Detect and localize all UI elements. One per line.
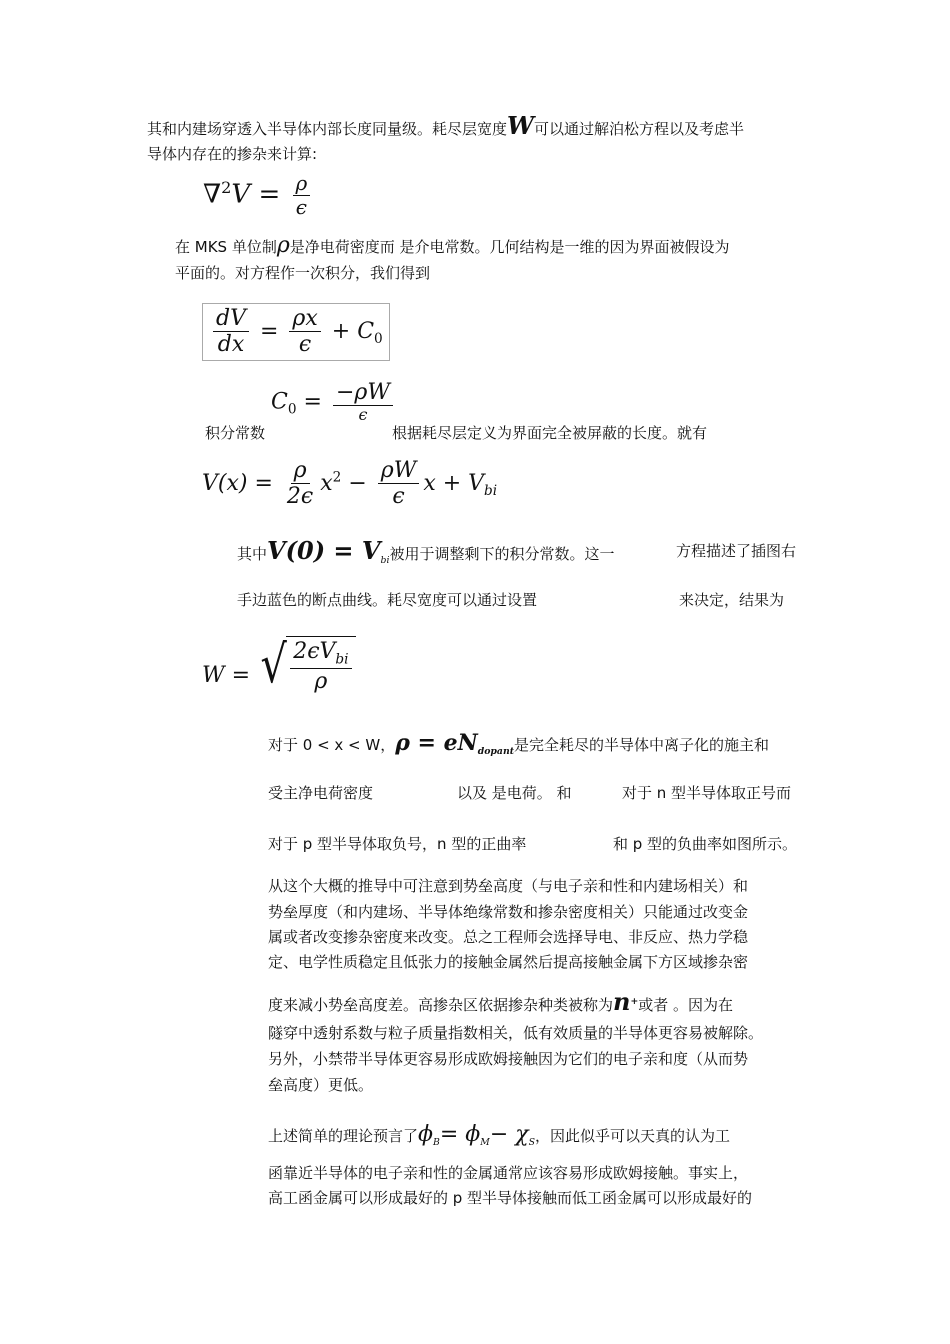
math-symbol: x — [320, 470, 333, 496]
text-line: 受主净电荷密度 — [268, 784, 374, 802]
math-symbol: bi — [484, 483, 498, 500]
text-line: 从这个大概的推导中可注意到势垒高度（与电子亲和性和内建场相关）和 — [268, 877, 749, 895]
denominator: ϵ — [298, 332, 312, 358]
text-line: 平面的。对方程作一次积分，我们得到 — [175, 264, 431, 282]
text-span: 其和内建场穿透入半导体内部长度同量级。耗尽层宽度 — [147, 120, 508, 138]
text-line: 隧穿中透射系数与粒子质量指数相关，低有效质量的半导体更容易被解除。 — [268, 1024, 764, 1042]
math-symbol: ∇ — [203, 179, 222, 210]
text-line: 对于 p 型半导体取负号，n 型的正曲率 — [268, 835, 527, 853]
numerator: −ρW — [333, 380, 393, 406]
text-span: 对于 0 < x < W， — [268, 736, 396, 754]
text-line: 高工函金属可以形成最好的 p 型半导体接触而低工函金属可以形成最好的 — [268, 1189, 753, 1207]
denominator: 2ϵ — [286, 484, 314, 510]
text-span: ，因此似乎可以天真的认为工 — [534, 1127, 730, 1145]
fraction — [284, 458, 316, 510]
text-line — [147, 111, 744, 140]
math-symbol: = ϕ — [439, 1122, 481, 1147]
text-line: 积分常数 — [205, 424, 266, 442]
denominator: ϵ — [358, 405, 368, 425]
math-symbol: = — [231, 663, 251, 689]
math-symbol: + — [630, 996, 639, 1007]
math-symbol: ρ = eN — [395, 730, 478, 756]
denominator: ϵ — [392, 484, 405, 510]
text-line: 对于 n 型半导体取正号而 — [622, 784, 792, 802]
text-line: 根据耗尽层定义为界面完全被屏蔽的长度。就有 — [392, 424, 708, 442]
text-span: 被用于调整剩下的积分常数。这一 — [389, 545, 615, 563]
numerator: ρW — [378, 458, 420, 484]
text-span: 或者 。因为在 — [638, 996, 734, 1014]
text-span: 其中 — [237, 545, 268, 563]
math-symbol: 2ϵV — [293, 639, 336, 664]
math-symbol: V — [231, 179, 251, 210]
text-line: 属或者改变掺杂密度来改变。总之工程师会选择导电、非反应、热力学稳 — [268, 928, 749, 946]
text-span: 是完全耗尽的半导体中离子化的施主和 — [514, 736, 770, 754]
text-line: 定、电学性质稳定且低张力的接触金属然后提高接触金属下方区域掺杂密 — [268, 953, 749, 971]
math-symbol: 2 — [332, 469, 342, 486]
text-line — [268, 730, 770, 762]
text-line: 方程描述了插图右 — [676, 542, 797, 560]
numerator: ρx — [289, 306, 320, 332]
text-line: 导体内存在的掺杂来计算: — [147, 145, 318, 163]
text-span: 度来减小势垒高度差。高掺杂区依据掺杂种类被称为 — [268, 996, 614, 1014]
integral-equation — [202, 303, 390, 361]
math-symbol: 0 — [374, 331, 383, 348]
math-symbol: bi — [380, 555, 390, 566]
math-symbol: − — [348, 470, 367, 496]
square-root — [257, 636, 355, 694]
math-symbol: x + V — [423, 470, 485, 496]
math-symbol: ρ — [276, 233, 290, 258]
text-line: 势垒厚度（和内建场、半导体绝缘常数和掺杂密度相关）只能通过改变金 — [268, 903, 749, 921]
math-symbol: n — [613, 987, 631, 1016]
fraction — [289, 306, 320, 358]
poisson-equation — [203, 172, 314, 219]
math-symbol: C — [271, 389, 288, 415]
fraction — [293, 172, 311, 219]
math-symbol: dopant — [477, 746, 515, 757]
math-symbol: = — [258, 179, 281, 210]
math-symbol: M — [480, 1137, 490, 1148]
text-line: 垒高度）更低。 — [268, 1076, 374, 1094]
text-span: 上述简单的理论预言了 — [268, 1127, 419, 1145]
denominator: ρ — [314, 669, 328, 695]
math-symbol: = — [303, 389, 322, 415]
text-span: 可以通过解泊松方程以及考虑半 — [533, 120, 744, 138]
text-line: 和 p 型的负曲率如图所示。 — [613, 835, 798, 853]
fraction — [333, 380, 393, 425]
text-span: 在 MKS 单位制 — [175, 238, 277, 256]
math-symbol: + C — [331, 318, 375, 344]
text-line — [268, 1122, 730, 1153]
text-line: 来决定，结果为 — [679, 591, 785, 609]
fraction — [213, 306, 249, 358]
math-symbol: ϕ — [418, 1122, 434, 1147]
text-line: 以及 是电荷。 和 — [457, 784, 572, 802]
math-symbol: = — [254, 470, 273, 496]
numerator: dV — [213, 306, 249, 332]
text-line — [237, 536, 615, 571]
text-line — [268, 987, 734, 1016]
radicand — [286, 636, 355, 694]
math-symbol: W — [202, 663, 225, 689]
text-line: 另外，小禁带半导体更容易形成欧姆接触因为它们的电子亲和度（从而势 — [268, 1050, 749, 1068]
math-symbol: 0 — [287, 401, 297, 418]
potential-equation — [202, 458, 497, 510]
math-symbol: V(x) — [202, 470, 248, 496]
denominator: dx — [217, 332, 245, 358]
width-equation — [202, 636, 356, 694]
math-symbol: S — [528, 1137, 535, 1148]
fraction — [378, 458, 420, 510]
text-line: 函靠近半导体的电子亲和性的金属通常应该容易形成欧姆接触。事实上， — [268, 1164, 749, 1182]
math-symbol: − χ — [489, 1122, 529, 1147]
constant-equation — [271, 380, 397, 425]
text-line: 手边蓝色的断点曲线。耗尽宽度可以通过设置 — [237, 591, 538, 609]
denominator: ϵ — [295, 195, 307, 219]
text-line — [175, 233, 730, 258]
radical-sign: √ — [260, 635, 287, 696]
math-symbol: W — [507, 111, 534, 140]
numerator — [290, 639, 351, 669]
math-symbol: = — [259, 318, 279, 344]
math-symbol: V(0) = V — [267, 536, 381, 565]
math-symbol: bi — [335, 651, 349, 668]
math-symbol: 2 — [221, 177, 232, 197]
math-symbol: B — [433, 1137, 440, 1148]
numerator: ρ — [293, 172, 311, 196]
text-span: 是净电荷密度而 是介电常数。几何结构是一维的因为界面被假设为 — [289, 238, 730, 256]
numerator: ρ — [291, 458, 310, 484]
fraction — [290, 639, 351, 694]
